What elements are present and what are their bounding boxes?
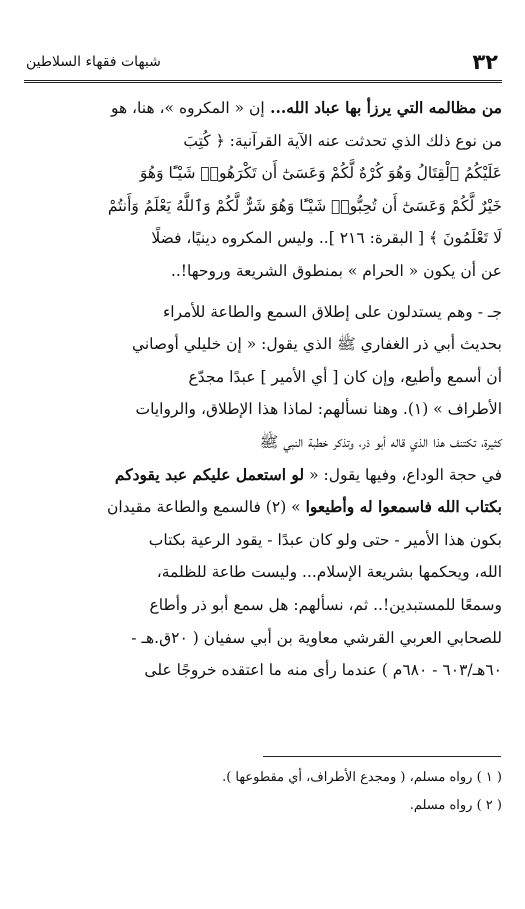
text-line <box>24 491 502 524</box>
text-segment: الله، ويحكمها بشريعة الإسلام... وليست طاعة للظلمة، <box>156 563 502 582</box>
text-segment: لَا تَعْلَمُونَ ﴾ [ البقرة: ٢١٦ ].. وليس المكروه دينيًا، فضلًا <box>151 229 502 248</box>
text-line <box>24 296 502 329</box>
body-text <box>24 92 502 687</box>
text-line <box>24 92 502 125</box>
bold-text-segment: لو استعمل عليكم عبد يقودكم <box>114 464 305 484</box>
text-segment: للصحابي العربي القرشي معاوية بن أبي سفيان ( ٢٠ق.هـ - <box>131 628 502 647</box>
text-segment: خَيْرٌ لَّكُمْ وَعَسَىٰٓ أَن تُحِبُّوا۟ شَيْـًٔا وَهُوَ شَرٌّ لَّكُمْ وَٱللَّهُ يَعْلَمُ وَأَنتُمْ <box>107 196 502 215</box>
text-line <box>24 190 502 223</box>
footnotes <box>24 764 502 820</box>
text-segment: بكون هذا الأمير - حتى ولو كان عبدًا - يقود الرعية بكتاب <box>148 530 502 549</box>
text-segment: أن أسمع وأطيع، وإن كان [ أي الأمير ] عبدًا مجدّع <box>188 367 502 386</box>
text-segment: ٦٠هـ/٦٠٣ - ٦٨٠م ) عندما رأى منه ما اعتقده خروجًا على <box>144 661 502 680</box>
text-segment: كثيرة، تكتنف هذا الذي قاله أبو ذر، وتذكر خطبة النبي ﷺ <box>259 432 502 451</box>
page-header <box>24 44 502 83</box>
text-line <box>24 622 502 655</box>
text-segment: في حجة الوداع، وفيها يقول: « <box>304 465 502 484</box>
bold-text-segment: بكتاب الله فاسمعوا له وأطيعوا <box>305 497 502 517</box>
footnote-divider <box>263 756 501 757</box>
text-segment: إن « المكروه »، هنا، هو <box>110 99 265 117</box>
text-line <box>24 361 502 394</box>
footnote: ( ١ ) رواه مسلم، ( ومجدع الأطراف، أي مقطوعها ). <box>222 770 502 785</box>
text-line <box>24 589 502 622</box>
text-line <box>24 459 502 492</box>
text-line <box>24 255 502 288</box>
text-segment: من نوع ذلك الذي تحدثت عنه الآية القرآنية: ﴿ كُتِبَ <box>183 131 502 150</box>
bold-text-segment: من مظالمه التي يرزأ بها عباد الله... <box>264 98 502 117</box>
footnote: ( ٢ ) رواه مسلم. <box>409 798 502 813</box>
text-line <box>24 125 502 158</box>
text-segment: جـ - وهم يستدلون على إطلاق السمع والطاعة للأمراء <box>162 302 502 321</box>
text-segment: الأطراف » (١). وهنا نسألهم: لماذا هذا الإطلاق، والروايات <box>135 400 502 419</box>
text-line <box>24 222 502 255</box>
text-segment: وسمعًا للمستبدين!.. ثم، نسألهم: هل سمع أبو ذر وأطاع <box>149 595 502 614</box>
text-line <box>24 524 502 557</box>
text-segment: عَلَيْكُمُ ٱلْقِتَالُ وَهُوَ كُرْهٌ لَّكُمْ وَعَسَىٰٓ أَن تَكْرَهُوا۟ شَيْـًٔا وَهُوَ <box>139 164 502 183</box>
text-segment: بحديث أبي ذر الغفاري ﷺ الذي يقول: « إن خليلي أوصاني <box>131 335 502 354</box>
text-segment: » (٢) فالسمع والطاعة مقيدان <box>106 498 306 517</box>
running-title: شبهات فقهاء السلاطين <box>26 54 161 70</box>
text-line <box>24 393 502 426</box>
page-number: ٣٢ <box>472 50 498 74</box>
text-line <box>24 328 502 361</box>
text-segment: عن أن يكون « الحرام » بمنطوق الشريعة وروحها!.. <box>170 261 502 280</box>
text-line <box>24 157 502 190</box>
text-line <box>24 556 502 589</box>
text-line <box>24 426 502 459</box>
text-line <box>24 654 502 687</box>
